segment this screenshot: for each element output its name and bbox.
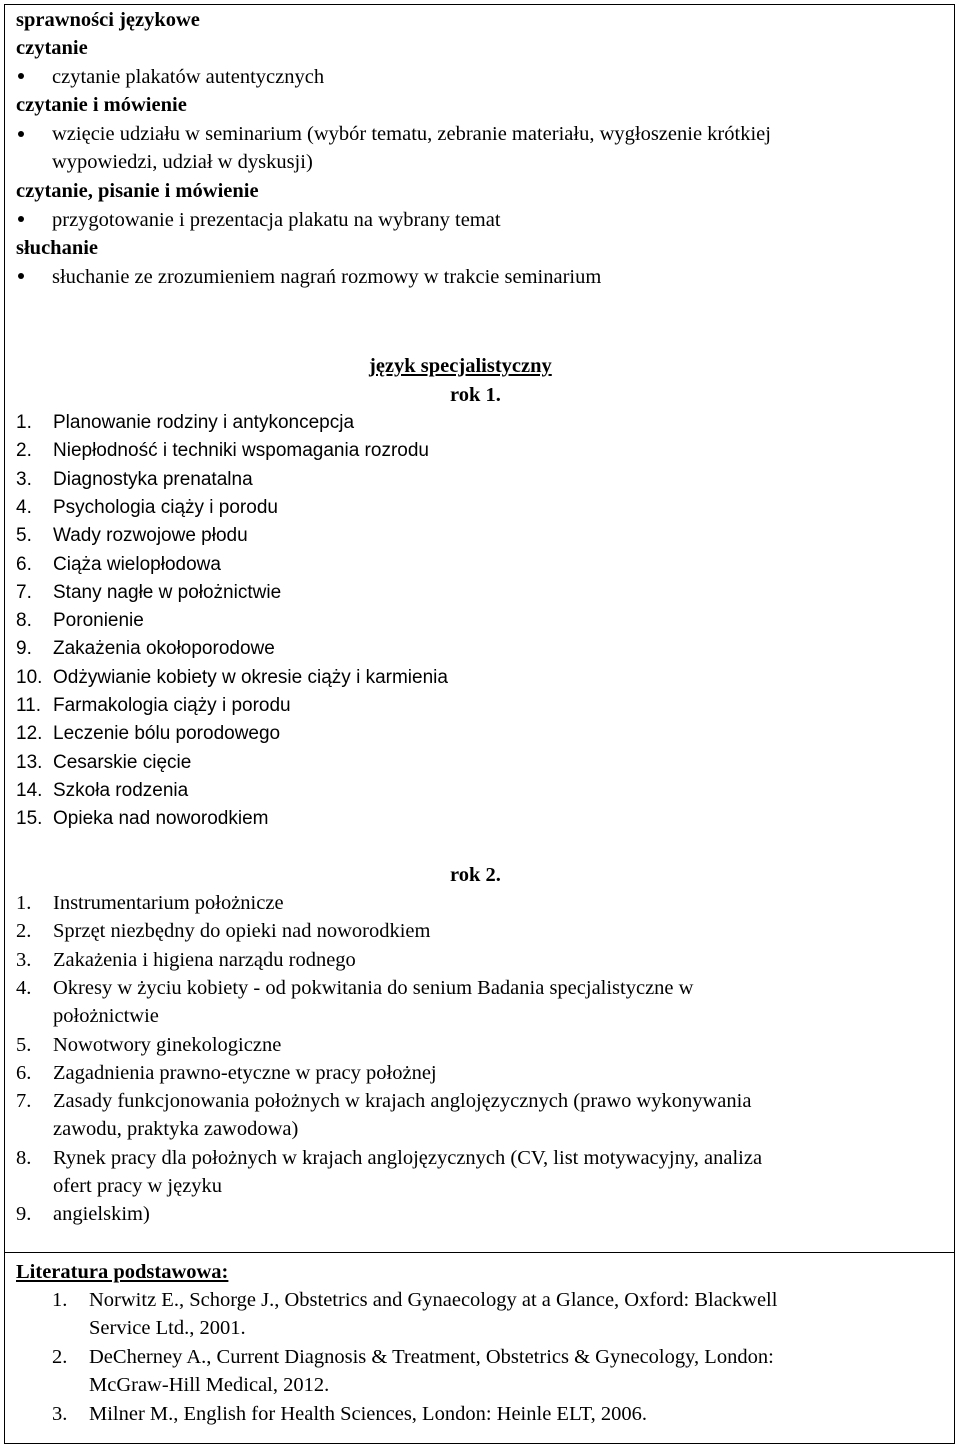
- item-text: Sprzęt niezbędny do opieki nad noworodkiem: [53, 920, 431, 943]
- literature-number: 1.: [52, 1289, 68, 1311]
- item-text: Opieka nad noworodkiem: [53, 808, 269, 830]
- year2-item: [16, 974, 693, 1002]
- item-number: 15.: [16, 808, 43, 830]
- bullet-icon: [18, 73, 24, 79]
- bullet-icon: [18, 131, 24, 137]
- year2-item: [16, 1087, 751, 1115]
- item-text: Instrumentarium położnicze: [53, 892, 284, 914]
- item-text: Szkoła rodzenia: [53, 779, 189, 801]
- year1-item: [16, 579, 281, 607]
- year1-item: [16, 437, 429, 465]
- item-text-continued: zawodu, praktyka zawodowa): [53, 1118, 299, 1141]
- item-text: Zagadnienia prawno-etyczne w pracy położnej: [53, 1061, 437, 1084]
- item-text: Ciąża wielopłodowa: [53, 553, 221, 575]
- item-text: Cesarskie cięcie: [53, 751, 192, 773]
- item-number: 2.: [16, 920, 32, 943]
- item-number: 3.: [16, 468, 32, 490]
- item-text: Zasady funkcjonowania położnych w krajach anglojęzycznych (prawo wykonywania: [53, 1090, 752, 1113]
- item-text: Diagnostyka prenatalna: [53, 468, 253, 490]
- skill-heading-reading-speaking: czytanie i mówienie: [16, 94, 187, 116]
- item-text: angielskim): [53, 1203, 150, 1226]
- skill-heading-reading: czytanie: [16, 37, 88, 59]
- item-number: 10.: [16, 666, 43, 688]
- year1-item: [16, 692, 291, 720]
- literature-title: Literatura podstawowa:: [16, 1261, 229, 1283]
- literature-entry-continued: McGraw-Hill Medical, 2012.: [89, 1374, 330, 1396]
- item-text: Planowanie rodziny i antykoncepcja: [53, 412, 355, 433]
- item-number: 1.: [16, 892, 32, 914]
- skill-item-reading: czytanie plakatów autentycznych: [52, 66, 325, 88]
- item-text-continued: ofert pracy w języku: [53, 1175, 223, 1197]
- item-text: Stany nagłe w położnictwie: [53, 581, 282, 603]
- year1-item: [16, 805, 268, 833]
- literature-entry: Milner M., English for Health Sciences, London: Heinle ELT, 2006.: [89, 1403, 647, 1425]
- item-number: 8.: [16, 610, 32, 632]
- skills-title: sprawności językowe: [16, 9, 200, 31]
- bullet-icon: [18, 273, 24, 279]
- year1-item: [16, 494, 278, 522]
- year2-item: [16, 917, 430, 945]
- skill-item-listening: słuchanie ze zrozumieniem nagrań rozmowy w trakcie seminarium: [52, 266, 602, 288]
- literature-entry: Norwitz E., Schorge J., Obstetrics and Gynaecology at a Glance, Oxford: Blackwell: [89, 1289, 778, 1311]
- item-text: Psychologia ciąży i porodu: [53, 496, 278, 518]
- item-number: 1.: [16, 412, 32, 433]
- year2-item: [16, 1031, 281, 1059]
- year1-item: [16, 635, 275, 663]
- bullet-icon: [18, 216, 24, 222]
- year1-item: [16, 409, 354, 437]
- item-number: 2.: [16, 440, 32, 462]
- year2-label: rok 2.: [450, 864, 501, 886]
- item-text: Farmakologia ciąży i porodu: [53, 695, 291, 716]
- item-number: 6.: [16, 1061, 32, 1084]
- item-number: 7.: [16, 1090, 32, 1113]
- skill-heading-listening: słuchanie: [16, 237, 99, 259]
- year2-item: [16, 1200, 150, 1228]
- skill-item-seminar-cont: wypowiedzi, udział w dyskusji): [52, 151, 313, 173]
- item-number: 9.: [16, 1203, 32, 1226]
- item-text: Zakażenia i higiena narządu rodnego: [53, 948, 356, 971]
- item-number: 7.: [16, 581, 32, 603]
- year1-item: [16, 522, 248, 550]
- item-text: Wady rozwojowe płodu: [53, 525, 248, 547]
- literature-entry-continued: Service Ltd., 2001.: [89, 1317, 246, 1339]
- item-number: 8.: [16, 1146, 32, 1169]
- year1-item: [16, 749, 191, 777]
- item-text-continued: położnictwie: [53, 1005, 159, 1028]
- item-text: Okresy w życiu kobiety - od pokwitania do senium Badania specjalistyczne w: [53, 976, 694, 999]
- year1-label: rok 1.: [450, 384, 501, 406]
- item-number: 4.: [16, 496, 32, 518]
- item-text: Nowotwory ginekologiczne: [53, 1033, 282, 1056]
- literature-number: 3.: [52, 1403, 68, 1425]
- item-number: 14.: [16, 779, 43, 801]
- item-text: Zakażenia okołoporodowe: [53, 638, 275, 660]
- year2-item: [16, 889, 284, 917]
- item-number: 3.: [16, 948, 32, 971]
- specialist-title: język specjalistyczny: [369, 355, 552, 377]
- skill-item-seminar: wzięcie udziału w seminarium (wybór tematu, zebranie materiału, wygłoszenie krótkiej: [52, 123, 771, 145]
- year1-item: [16, 551, 221, 579]
- item-number: 13.: [16, 751, 43, 773]
- item-text: Niepłodność i techniki wspomagania rozrodu: [53, 440, 429, 462]
- item-number: 12.: [16, 723, 43, 745]
- item-text: Poronienie: [53, 610, 144, 632]
- item-number: 4.: [16, 976, 32, 999]
- year1-item: [16, 777, 188, 805]
- item-text: Odżywianie kobiety w okresie ciąży i karmienia: [53, 666, 448, 688]
- item-number: 11.: [16, 695, 42, 716]
- section-divider: [4, 1252, 955, 1253]
- year1-item: [16, 720, 280, 748]
- year2-item: [16, 946, 356, 974]
- item-number: 5.: [16, 525, 32, 547]
- item-number: 6.: [16, 553, 32, 575]
- year1-item: [16, 607, 144, 635]
- item-text: Leczenie bólu porodowego: [53, 723, 281, 745]
- skill-item-poster: przygotowanie i prezentacja plakatu na wybrany temat: [52, 209, 501, 231]
- item-text: Rynek pracy dla położnych w krajach anglojęzycznych (CV, list motywacyjny, analiza: [53, 1146, 763, 1169]
- item-number: 9.: [16, 638, 32, 660]
- literature-entry: DeCherney A., Current Diagnosis & Treatment, Obstetrics & Gynecology, London:: [89, 1346, 774, 1368]
- literature-number: 2.: [52, 1346, 68, 1368]
- year2-item: [16, 1144, 762, 1172]
- item-number: 5.: [16, 1033, 32, 1056]
- skill-heading-rws: czytanie, pisanie i mówienie: [16, 180, 259, 202]
- year2-item: [16, 1059, 437, 1087]
- year1-item: [16, 664, 448, 692]
- year1-item: [16, 466, 253, 494]
